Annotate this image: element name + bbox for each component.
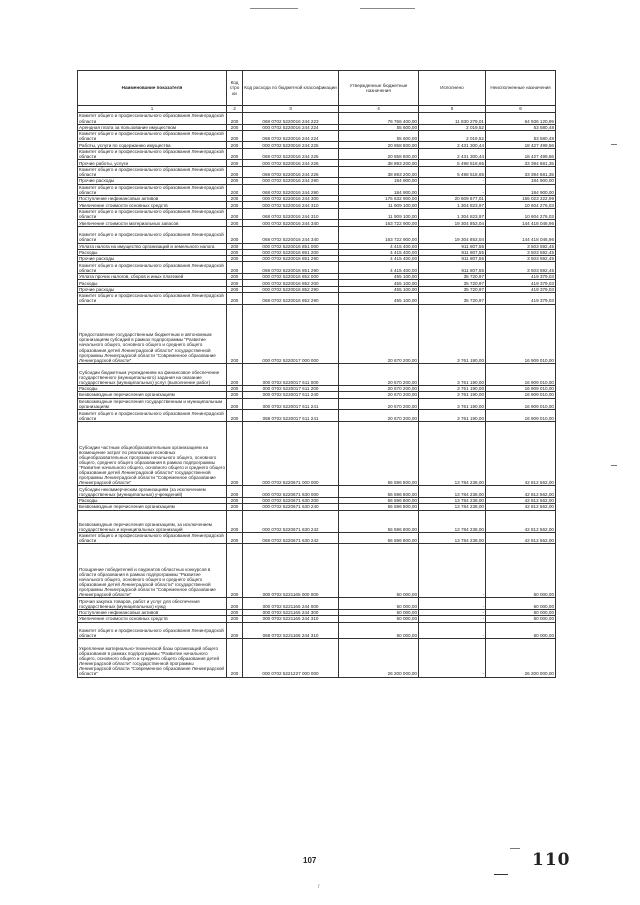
- table-row: [78, 196, 556, 202]
- row-approved: 60 000,00: [339, 544, 419, 598]
- row-remaining: 10 604 276,03: [486, 208, 556, 220]
- row-executed: 13 784 238,00: [419, 504, 486, 510]
- row-remaining: 18 427 499,56: [486, 148, 556, 160]
- row-name: Комитет общего и профессионального образования Ленинградской области: [78, 532, 227, 544]
- row-line-code: 200: [227, 208, 243, 220]
- table-row: [78, 410, 556, 422]
- row-line-code: 200: [227, 392, 243, 398]
- sheet-number: 110: [532, 850, 571, 870]
- row-line-code: 200: [227, 504, 243, 510]
- row-executed: 2 431 300,44: [419, 142, 486, 148]
- row-approved: 60 000,00: [339, 609, 419, 615]
- row-approved: 60 000,00: [339, 616, 419, 622]
- row-remaining: 18 427 499,56: [486, 142, 556, 148]
- row-executed: 5 498 518,65: [419, 160, 486, 166]
- row-line-code: 200: [227, 166, 243, 178]
- column-header-approved: Утвержденные бюджетные назначения: [339, 71, 419, 106]
- row-remaining: 42 812 562,00: [486, 510, 556, 532]
- row-budget-code: 000 0702 5220017 000 000: [243, 304, 339, 363]
- margin-mark: [611, 144, 617, 145]
- row-remaining: 16 909 010,00: [486, 363, 556, 385]
- row-name: Увеличение стоимости основных средств: [78, 616, 227, 622]
- row-name: Поощрение победителей и лауреатов областных конкурсов в области образования в рамках подпрограммы "Развитие начального общего, основного общего и среднего общего образования детей Ленинградской области" государственной программы Ленинградской области "Современное образование Ленинградской области": [78, 544, 227, 598]
- row-name: Субсидии бюджетным учреждениям на финансовое обеспечение государственного (муниципального) задания на оказание государственных (муниципальных) услуг (выполнение работ): [78, 363, 227, 385]
- row-executed: 3 761 190,00: [419, 398, 486, 410]
- row-executed: -: [419, 639, 486, 677]
- table-row: [78, 304, 556, 363]
- table-row: [78, 220, 556, 226]
- table-row: [78, 510, 556, 532]
- table-row: [78, 639, 556, 677]
- column-index: 5: [419, 106, 486, 113]
- row-approved: 455 100,00: [339, 280, 419, 286]
- row-approved: 455 100,00: [339, 274, 419, 280]
- row-name: Работы, услуги по содержанию имущества: [78, 142, 227, 148]
- row-approved: 20 670 200,00: [339, 398, 419, 410]
- row-budget-code: 000 0702 5220016 852 200: [243, 280, 339, 286]
- row-executed: 13 784 238,00: [419, 421, 486, 486]
- row-remaining: 60 000,00: [486, 616, 556, 622]
- top-rule-left: [250, 8, 298, 9]
- row-remaining: 184 900,00: [486, 178, 556, 184]
- row-budget-code: 000 0702 5220016 244 224: [243, 124, 339, 130]
- row-remaining: 53 580,48: [486, 130, 556, 142]
- table-row: [78, 486, 556, 498]
- row-name: Субсидии частным общеобразовательным организациям на возмещение затрат по реализации основных общеобразовательных программ начального общего, основного общего, среднего общего образования в рамках подпрограммы "Развитие начального общего, основного общего и среднего общего образования детей Ленинградской области" государственной программы Ленинградской области "Современное образование Ленинградской области": [78, 421, 227, 486]
- column-index: 1: [78, 106, 227, 113]
- column-header-remaining: Неисполненные назначения: [486, 71, 556, 106]
- table-row: [78, 532, 556, 544]
- row-remaining: 33 394 681,35: [486, 160, 556, 166]
- row-line-code: 200: [227, 148, 243, 160]
- row-executed: 911 807,55: [419, 262, 486, 274]
- row-approved: 20 858 800,00: [339, 142, 419, 148]
- column-index: 4: [339, 106, 419, 113]
- row-line-code: 200: [227, 262, 243, 274]
- row-line-code: 200: [227, 639, 243, 677]
- row-remaining: 60 000,00: [486, 544, 556, 598]
- table-row: [78, 243, 556, 249]
- row-name: Комитет общего и профессионального образования Ленинградской области: [78, 622, 227, 639]
- table-row: [78, 202, 556, 208]
- top-rule-right: [360, 8, 415, 9]
- row-remaining: 64 936 120,99: [486, 113, 556, 125]
- row-approved: 4 415 400,00: [339, 256, 419, 262]
- row-executed: 13 784 238,00: [419, 486, 486, 498]
- column-index-row: [78, 106, 556, 113]
- row-line-code: 200: [227, 243, 243, 249]
- table-row: [78, 184, 556, 196]
- row-approved: 55 600,00: [339, 130, 419, 142]
- row-line-code: 200: [227, 113, 243, 125]
- table-row: [78, 544, 556, 598]
- row-budget-code: 000 0702 5221165 244 310: [243, 616, 339, 622]
- row-line-code: 200: [227, 609, 243, 615]
- row-executed: -: [419, 616, 486, 622]
- row-line-code: 200: [227, 184, 243, 196]
- row-budget-code: 068 0702 5220017 611 241: [243, 410, 339, 422]
- row-remaining: 144 418 046,96: [486, 226, 556, 243]
- row-name: Комитет общего и профессионального образования Ленинградской области: [78, 130, 227, 142]
- row-remaining: 3 503 592,45: [486, 256, 556, 262]
- row-name: Расходы: [78, 280, 227, 286]
- row-executed: 3 761 190,00: [419, 392, 486, 398]
- row-remaining: 42 812 562,00: [486, 421, 556, 486]
- row-executed: 11 830 279,01: [419, 113, 486, 125]
- row-remaining: 60 000,00: [486, 609, 556, 615]
- row-name: Комитет общего и профессионального образования Ленинградской области: [78, 166, 227, 178]
- row-line-code: 200: [227, 202, 243, 208]
- table-header-row: [78, 71, 556, 106]
- table-row: [78, 226, 556, 243]
- row-remaining: 60 000,00: [486, 622, 556, 639]
- row-budget-code: 000 0702 5220016 851 290: [243, 256, 339, 262]
- row-budget-code: 000 0702 5220671 630 242: [243, 510, 339, 532]
- row-approved: 20 670 200,00: [339, 304, 419, 363]
- row-executed: 3 761 190,00: [419, 410, 486, 422]
- row-executed: 13 784 238,00: [419, 497, 486, 503]
- row-approved: 38 893 200,00: [339, 160, 419, 166]
- row-budget-code: 000 0702 5220671 630 000: [243, 486, 339, 498]
- row-remaining: 16 909 010,00: [486, 410, 556, 422]
- row-executed: -: [419, 622, 486, 639]
- row-name: Расходы: [78, 385, 227, 391]
- row-name: Безвозмездные перечисления организациям: [78, 504, 227, 510]
- footer-dash: [494, 874, 508, 875]
- row-name: Прочие работы, услуги: [78, 160, 227, 166]
- row-remaining: 16 909 010,00: [486, 385, 556, 391]
- row-executed: 911 807,55: [419, 256, 486, 262]
- row-name: Прочие расходы: [78, 256, 227, 262]
- row-line-code: 200: [227, 142, 243, 148]
- row-approved: 26 200 000,00: [339, 639, 419, 677]
- row-line-code: 200: [227, 274, 243, 280]
- row-executed: -: [419, 544, 486, 598]
- table-row: [78, 166, 556, 178]
- row-name: Расходы: [78, 249, 227, 255]
- row-name: Прочие расходы: [78, 178, 227, 184]
- row-executed: 13 784 238,00: [419, 510, 486, 532]
- row-budget-code: 068 0702 5220016 851 290: [243, 262, 339, 274]
- table-row: [78, 130, 556, 142]
- row-executed: 35 720,97: [419, 274, 486, 280]
- row-executed: 35 720,97: [419, 280, 486, 286]
- column-header-budget-code: Код расхода по бюджетной классификации: [243, 71, 339, 106]
- footer-dash: [510, 848, 520, 849]
- row-budget-code: 000 0702 5220017 611 240: [243, 392, 339, 398]
- table-row: [78, 398, 556, 410]
- row-budget-code: 000 0702 5220016 244 310: [243, 202, 339, 208]
- row-executed: 2 431 300,44: [419, 148, 486, 160]
- table-row: [78, 113, 556, 125]
- row-name: Комитет общего и профессионального образования Ленинградской области: [78, 148, 227, 160]
- row-line-code: 200: [227, 622, 243, 639]
- row-remaining: 16 909 010,00: [486, 398, 556, 410]
- row-approved: 60 000,00: [339, 598, 419, 610]
- row-line-code: 200: [227, 532, 243, 544]
- table-row: [78, 363, 556, 385]
- row-approved: 11 909 100,00: [339, 208, 419, 220]
- row-budget-code: 000 0702 5220016 852 000: [243, 274, 339, 280]
- row-name: Комитет общего и профессионального образования Ленинградской области: [78, 410, 227, 422]
- row-remaining: 419 379,03: [486, 292, 556, 304]
- row-name: Прочая закупка товаров, работ и услуг для обеспечения государственных (муниципальных) нужд: [78, 598, 227, 610]
- row-executed: 2 019,52: [419, 124, 486, 130]
- row-line-code: 200: [227, 410, 243, 422]
- row-budget-code: 068 0702 5220016 244 226: [243, 166, 339, 178]
- row-approved: 184 900,00: [339, 178, 419, 184]
- row-name: Увеличение стоимости материальных запасов: [78, 220, 227, 226]
- budget-table: [77, 70, 556, 678]
- table-row: [78, 274, 556, 280]
- row-budget-code: 000 0702 5220016 852 290: [243, 286, 339, 292]
- row-line-code: 200: [227, 398, 243, 410]
- row-line-code: 200: [227, 616, 243, 622]
- row-budget-code: 000 0702 5221165 000 000: [243, 544, 339, 598]
- table-row: [78, 421, 556, 486]
- row-approved: 56 596 800,00: [339, 497, 419, 503]
- row-name: Арендная плата за пользование имуществом: [78, 124, 227, 130]
- row-name: Уплата прочих налогов, сборов и иных платежей: [78, 274, 227, 280]
- row-budget-code: 068 0702 5220016 244 310: [243, 208, 339, 220]
- row-approved: 184 900,00: [339, 184, 419, 196]
- row-executed: 911 807,55: [419, 249, 486, 255]
- row-line-code: 200: [227, 220, 243, 226]
- row-budget-code: 000 0702 5220016 244 340: [243, 220, 339, 226]
- row-budget-code: 068 0702 5220016 244 225: [243, 148, 339, 160]
- row-name: Уплата налога на имущество организаций и земельного налога: [78, 243, 227, 249]
- row-executed: 911 807,55: [419, 243, 486, 249]
- row-budget-code: 068 0702 5220016 244 290: [243, 184, 339, 196]
- row-budget-code: 000 0702 5220017 611 200: [243, 385, 339, 391]
- row-line-code: 200: [227, 510, 243, 532]
- table-row: [78, 124, 556, 130]
- row-approved: 175 632 900,00: [339, 196, 419, 202]
- table-row: [78, 392, 556, 398]
- row-line-code: 200: [227, 160, 243, 166]
- row-executed: -: [419, 184, 486, 196]
- row-name: Поступление нефинансовых активов: [78, 196, 227, 202]
- table-row: [78, 609, 556, 615]
- row-line-code: 200: [227, 421, 243, 486]
- row-approved: 20 670 200,00: [339, 363, 419, 385]
- row-approved: 56 596 800,00: [339, 532, 419, 544]
- row-name: Комитет общего и профессионального образования Ленинградской области: [78, 208, 227, 220]
- row-name: Субсидии некоммерческим организациям (за исключением государственных (муниципальных) учреждений): [78, 486, 227, 498]
- row-approved: 56 596 800,00: [339, 486, 419, 498]
- row-remaining: 419 379,03: [486, 280, 556, 286]
- row-name: Комитет общего и профессионального образования Ленинградской области: [78, 184, 227, 196]
- table-row: [78, 262, 556, 274]
- row-approved: 455 100,00: [339, 292, 419, 304]
- table-row: [78, 598, 556, 610]
- row-name: Безвозмездные перечисления государственным и муниципальным организациям: [78, 398, 227, 410]
- row-line-code: 200: [227, 196, 243, 202]
- row-name: Безвозмездные перечисления организациям, за исключением государственных и муниципальных организаций: [78, 510, 227, 532]
- row-executed: 3 761 190,00: [419, 304, 486, 363]
- row-budget-code: 000 0702 5221165 244 300: [243, 609, 339, 615]
- row-name: Прочие расходы: [78, 286, 227, 292]
- margin-mark: [611, 465, 617, 466]
- row-remaining: 16 909 010,00: [486, 392, 556, 398]
- row-executed: 1 304 823,97: [419, 202, 486, 208]
- row-budget-code: 068 0702 5220016 244 223: [243, 113, 339, 125]
- row-budget-code: 000 0702 5220016 851 200: [243, 249, 339, 255]
- row-approved: 38 893 200,00: [339, 166, 419, 178]
- row-line-code: 200: [227, 598, 243, 610]
- row-remaining: 3 503 592,45: [486, 243, 556, 249]
- row-approved: 55 600,00: [339, 124, 419, 130]
- row-remaining: 419 379,03: [486, 274, 556, 280]
- row-line-code: 200: [227, 544, 243, 598]
- row-remaining: 60 000,00: [486, 598, 556, 610]
- row-line-code: 200: [227, 178, 243, 184]
- row-budget-code: 068 0702 5220016 852 290: [243, 292, 339, 304]
- row-approved: 56 596 800,00: [339, 504, 419, 510]
- row-executed: 5 498 518,65: [419, 166, 486, 178]
- row-remaining: 419 379,03: [486, 286, 556, 292]
- row-budget-code: 000 0702 5220016 851 000: [243, 243, 339, 249]
- row-executed: 1 304 823,97: [419, 208, 486, 220]
- row-budget-code: 000 0702 5220016 244 290: [243, 178, 339, 184]
- row-approved: 4 415 400,00: [339, 243, 419, 249]
- column-index: 3: [243, 106, 339, 113]
- row-executed: 3 761 190,00: [419, 363, 486, 385]
- row-remaining: 53 580,48: [486, 124, 556, 130]
- table-row: [78, 622, 556, 639]
- row-line-code: 200: [227, 130, 243, 142]
- page-number: 107: [303, 856, 317, 865]
- row-remaining: 155 023 222,99: [486, 196, 556, 202]
- row-executed: 35 720,97: [419, 292, 486, 304]
- table-row: [78, 616, 556, 622]
- row-name: Комитет общего и профессионального образования Ленинградской области: [78, 226, 227, 243]
- row-line-code: 200: [227, 280, 243, 286]
- row-budget-code: 000 0702 5221227 000 000: [243, 639, 339, 677]
- row-approved: 4 415 400,00: [339, 262, 419, 274]
- row-executed: -: [419, 609, 486, 615]
- row-approved: 20 858 800,00: [339, 148, 419, 160]
- row-executed: 13 784 238,00: [419, 532, 486, 544]
- row-approved: 20 670 200,00: [339, 410, 419, 422]
- row-approved: 20 670 200,00: [339, 392, 419, 398]
- table-body: [78, 113, 556, 678]
- row-approved: 60 000,00: [339, 622, 419, 639]
- row-approved: 163 722 900,00: [339, 226, 419, 243]
- row-budget-code: 000 0702 5220671 000 000: [243, 421, 339, 486]
- row-budget-code: 000 0702 5220016 244 300: [243, 196, 339, 202]
- table-row: [78, 142, 556, 148]
- row-budget-code: 068 0702 5220016 244 224: [243, 130, 339, 142]
- row-budget-code: 000 0702 5220671 630 240: [243, 504, 339, 510]
- row-executed: 3 761 190,00: [419, 385, 486, 391]
- column-header-name: Наименование показателя: [78, 71, 227, 106]
- row-line-code: 200: [227, 286, 243, 292]
- row-budget-code: 068 0702 5220671 630 242: [243, 532, 339, 544]
- row-line-code: 200: [227, 304, 243, 363]
- row-name: Увеличение стоимости основных средств: [78, 202, 227, 208]
- row-executed: -: [419, 598, 486, 610]
- row-name: Комитет общего и профессионального образования Ленинградской области: [78, 292, 227, 304]
- row-remaining: 144 418 046,96: [486, 220, 556, 226]
- row-approved: 11 909 100,00: [339, 202, 419, 208]
- row-approved: 4 415 400,00: [339, 249, 419, 255]
- row-budget-code: 000 0702 5221165 244 000: [243, 598, 339, 610]
- row-approved: 76 766 400,00: [339, 113, 419, 125]
- table-row: [78, 292, 556, 304]
- row-remaining: 42 812 562,00: [486, 486, 556, 498]
- row-line-code: 200: [227, 363, 243, 385]
- row-line-code: 200: [227, 256, 243, 262]
- row-remaining: 10 604 276,03: [486, 202, 556, 208]
- row-line-code: 200: [227, 486, 243, 498]
- row-line-code: 200: [227, 226, 243, 243]
- row-name: Расходы: [78, 497, 227, 503]
- row-remaining: 42 812 562,00: [486, 497, 556, 503]
- row-name: Предоставление государственным бюджетным и автономным организациям субсидий в рамках подпрограммы "Развитие начального общего, основного общего и среднего общего образования детей Ленинградской области" государственной программы Ленинградской области "Современное образование Ленинградской области": [78, 304, 227, 363]
- row-executed: -: [419, 178, 486, 184]
- row-remaining: 42 812 562,00: [486, 532, 556, 544]
- row-name: Поступление нефинансовых активов: [78, 609, 227, 615]
- row-budget-code: 068 0702 5220016 244 340: [243, 226, 339, 243]
- row-executed: 35 720,97: [419, 286, 486, 292]
- table-row: [78, 208, 556, 220]
- row-budget-code: 000 0702 5220016 244 226: [243, 160, 339, 166]
- row-executed: 20 609 677,01: [419, 196, 486, 202]
- row-remaining: 3 503 592,45: [486, 249, 556, 255]
- column-header-line-code: Код стро ки: [227, 71, 243, 106]
- row-remaining: 26 200 000,00: [486, 639, 556, 677]
- table-row: [78, 148, 556, 160]
- row-budget-code: 000 0702 5220671 630 200: [243, 497, 339, 503]
- column-index: 2: [227, 106, 243, 113]
- row-budget-code: 000 0702 5220016 244 225: [243, 142, 339, 148]
- row-budget-code: 000 0702 5220017 611 000: [243, 363, 339, 385]
- row-approved: 455 100,00: [339, 286, 419, 292]
- row-budget-code: 068 0702 5221165 244 310: [243, 622, 339, 639]
- column-index: 6: [486, 106, 556, 113]
- row-line-code: 200: [227, 124, 243, 130]
- footer-tick: /: [318, 884, 320, 890]
- row-line-code: 200: [227, 497, 243, 503]
- row-name: Комитет общего и профессионального образования Ленинградской области: [78, 113, 227, 125]
- column-header-executed: Исполнено: [419, 71, 486, 106]
- row-budget-code: 000 0702 5220017 611 241: [243, 398, 339, 410]
- row-remaining: 3 503 592,45: [486, 262, 556, 274]
- row-remaining: 16 909 010,00: [486, 304, 556, 363]
- row-executed: 19 304 853,04: [419, 220, 486, 226]
- row-approved: 56 596 800,00: [339, 510, 419, 532]
- row-line-code: 200: [227, 292, 243, 304]
- row-line-code: 200: [227, 249, 243, 255]
- row-remaining: 33 394 681,35: [486, 166, 556, 178]
- row-executed: 2 019,52: [419, 130, 486, 142]
- row-line-code: 200: [227, 385, 243, 391]
- row-executed: 19 304 853,04: [419, 226, 486, 243]
- table-row: [78, 504, 556, 510]
- row-name: Укрепление материально-технической базы организаций общего образования в рамках подпрограммы "Развитие начального общего, основного общего и среднего общего образования детей Ленинградской области" государственной программы Ленинградской области "Современное образование Ленинградской области": [78, 639, 227, 677]
- row-approved: 56 596 800,00: [339, 421, 419, 486]
- row-remaining: 184 900,00: [486, 184, 556, 196]
- row-approved: 163 722 900,00: [339, 220, 419, 226]
- row-remaining: 42 812 562,00: [486, 504, 556, 510]
- row-name: Безвозмездные перечисления организациям: [78, 392, 227, 398]
- row-name: Комитет общего и профессионального образования Ленинградской области: [78, 262, 227, 274]
- row-approved: 20 670 200,00: [339, 385, 419, 391]
